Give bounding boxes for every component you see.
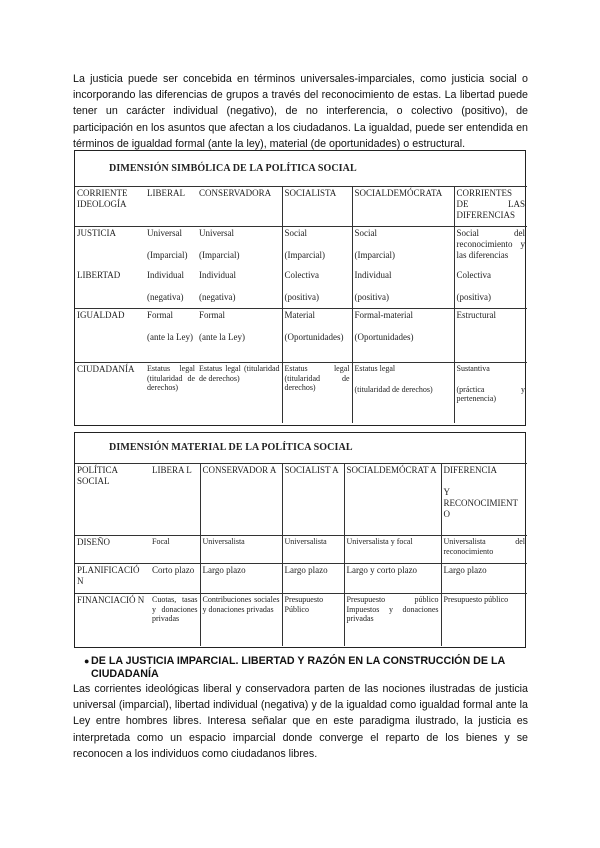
table-cell: Largo plazo — [441, 564, 527, 594]
header-cell: DIFERENCIA Y RECONOCIMIENT O — [441, 464, 527, 536]
row-label: JUSTICIA — [75, 227, 145, 269]
section-heading: DE LA JUSTICIA IMPARCIAL. LIBERTAD Y RAZÓN EN LA CONSTRUCCIÓN DE LA CIUDADANÍA — [91, 655, 505, 680]
table-row — [75, 309, 527, 363]
header-cell: LIBERA L — [150, 464, 200, 536]
table-cell: Corto plazo — [150, 564, 200, 594]
table-row — [75, 363, 527, 423]
header-cell: CONSERVADORA — [197, 187, 282, 227]
table-row — [75, 464, 527, 536]
table-row — [75, 187, 527, 227]
material-table-title: DIMENSIÓN MATERIAL DE LA POLÍTICA SOCIAL — [109, 442, 353, 453]
table-cell: Formal (ante la Ley) — [197, 309, 282, 363]
symbolic-table-grid — [75, 186, 527, 423]
symbolic-dimension-table — [74, 150, 526, 426]
table-cell: Formal-material (Oportunidades) — [352, 309, 454, 363]
row-label: PLANIFICACIÓ N — [75, 564, 150, 594]
table-cell: Social (Imparcial) — [352, 227, 454, 269]
table-cell: Social (Imparcial) — [282, 227, 352, 269]
table-cell: Focal — [150, 536, 200, 564]
table-cell: Contribuciones sociales y donaciones privadas — [200, 594, 282, 646]
header-cell: SOCIALISTA — [282, 187, 352, 227]
table-cell: Presupuesto público — [441, 594, 527, 646]
table-cell: Estatus legal (titularidad de derechos) — [197, 363, 282, 423]
table-cell: Presupuesto público Impuestos y donaciones privadas — [344, 594, 441, 646]
table-cell: Universal (Imparcial) — [197, 227, 282, 269]
header-cell: POLÍTICA SOCIAL — [75, 464, 150, 536]
table-cell: Largo y corto plazo — [344, 564, 441, 594]
table-row — [75, 269, 527, 309]
header-cell: SOCIALIST A — [282, 464, 344, 536]
table-cell: Colectiva (positiva) — [454, 269, 527, 309]
table-cell: Individual (negativa) — [199, 269, 236, 302]
table-cell: Presupuesto Público — [282, 594, 344, 646]
section-paragraph: Las corrientes ideológicas liberal y conservadora parten de las nociones ilustradas de justicia universal (imparcial), libertad individual (negativa) y de la igualdad como igualdad formal ante la Ley entre hombres libres. Interesa señalar que en este paradigma ilustrado, la justicia es interpretada como un espacio imparcial donde converge el reparto de los bienes y se reconocen a los individuos como ciudadanos libres. — [73, 683, 528, 760]
table-cell: Individual (negativa) — [147, 269, 184, 302]
table-row — [75, 564, 527, 594]
header-cell: SOCIALDEMÓCRATA — [352, 187, 454, 227]
intro-paragraph: La justicia puede ser concebida en términos universales-imparciales, como justicia social o incorporando las diferencias de grupos a través del reconocimiento de estas. La libertad puede tener un carácter individual (negativo), de no interferencia, o colectivo (positivo), de participación en los asuntos que afectan a los ciudadanos. La igualdad, puede ser entendida en términos de igualdad formal (ante la ley), material (de oportunidades) o estructural. — [73, 73, 528, 150]
header-cell: SOCIALDEMÓCRAT A — [344, 464, 441, 536]
table-row — [75, 594, 527, 646]
table-row — [75, 227, 527, 269]
table-cell: Estatus legal (titularidad de derechos) — [145, 363, 197, 423]
header-cell: CORRIENTES DE LAS DIFERENCIAS — [454, 187, 527, 227]
header-cell: CONSERVADOR A — [200, 464, 282, 536]
table-cell: Social del reconocimiento y las diferencias — [454, 227, 527, 269]
table-cell: Formal (ante la Ley) — [145, 309, 197, 363]
table-cell: Universalista del reconocimiento — [441, 536, 527, 564]
symbolic-table-title: DIMENSIÓN SIMBÓLICA DE LA POLÍTICA SOCIAL — [109, 163, 357, 174]
table-cell: Largo plazo — [282, 564, 344, 594]
table-cell: Colectiva (positiva) — [282, 269, 352, 309]
table-cell: Universal (Imparcial) — [145, 227, 197, 269]
row-label: FINANCIACIÓ N — [75, 594, 150, 646]
table-cell: Cuotas, tasas y donaciones privadas — [150, 594, 200, 646]
table-cell: Estatus legal (titularidad de derechos) — [352, 363, 454, 423]
material-table-grid — [75, 463, 527, 646]
header-cell: CORRIENTE IDEOLOGÍA — [75, 187, 145, 227]
table-cell: Material (Oportunidades) — [282, 309, 352, 363]
row-label: LIBERTAD — [77, 269, 121, 280]
table-cell: Universalista y focal — [344, 536, 441, 564]
row-label: IGUALDAD — [75, 309, 145, 363]
table-cell: Estatus legal (titularidad de derechos) — [282, 363, 352, 423]
table-cell: Estructural — [454, 309, 527, 363]
material-dimension-table — [74, 432, 526, 648]
bullet-icon: ● — [84, 656, 90, 666]
row-label: CIUDADANÍA — [75, 363, 145, 423]
table-cell: Individual (positiva) — [352, 269, 454, 309]
header-cell: LIBERAL — [145, 187, 197, 227]
table-row — [75, 536, 527, 564]
table-cell: Largo plazo — [200, 564, 282, 594]
table-cell: Universalista — [282, 536, 344, 564]
table-cell: Sustantiva (práctica y pertenencia) — [454, 363, 527, 423]
table-cell: Universalista — [200, 536, 282, 564]
row-label: DISEÑO — [75, 536, 150, 564]
